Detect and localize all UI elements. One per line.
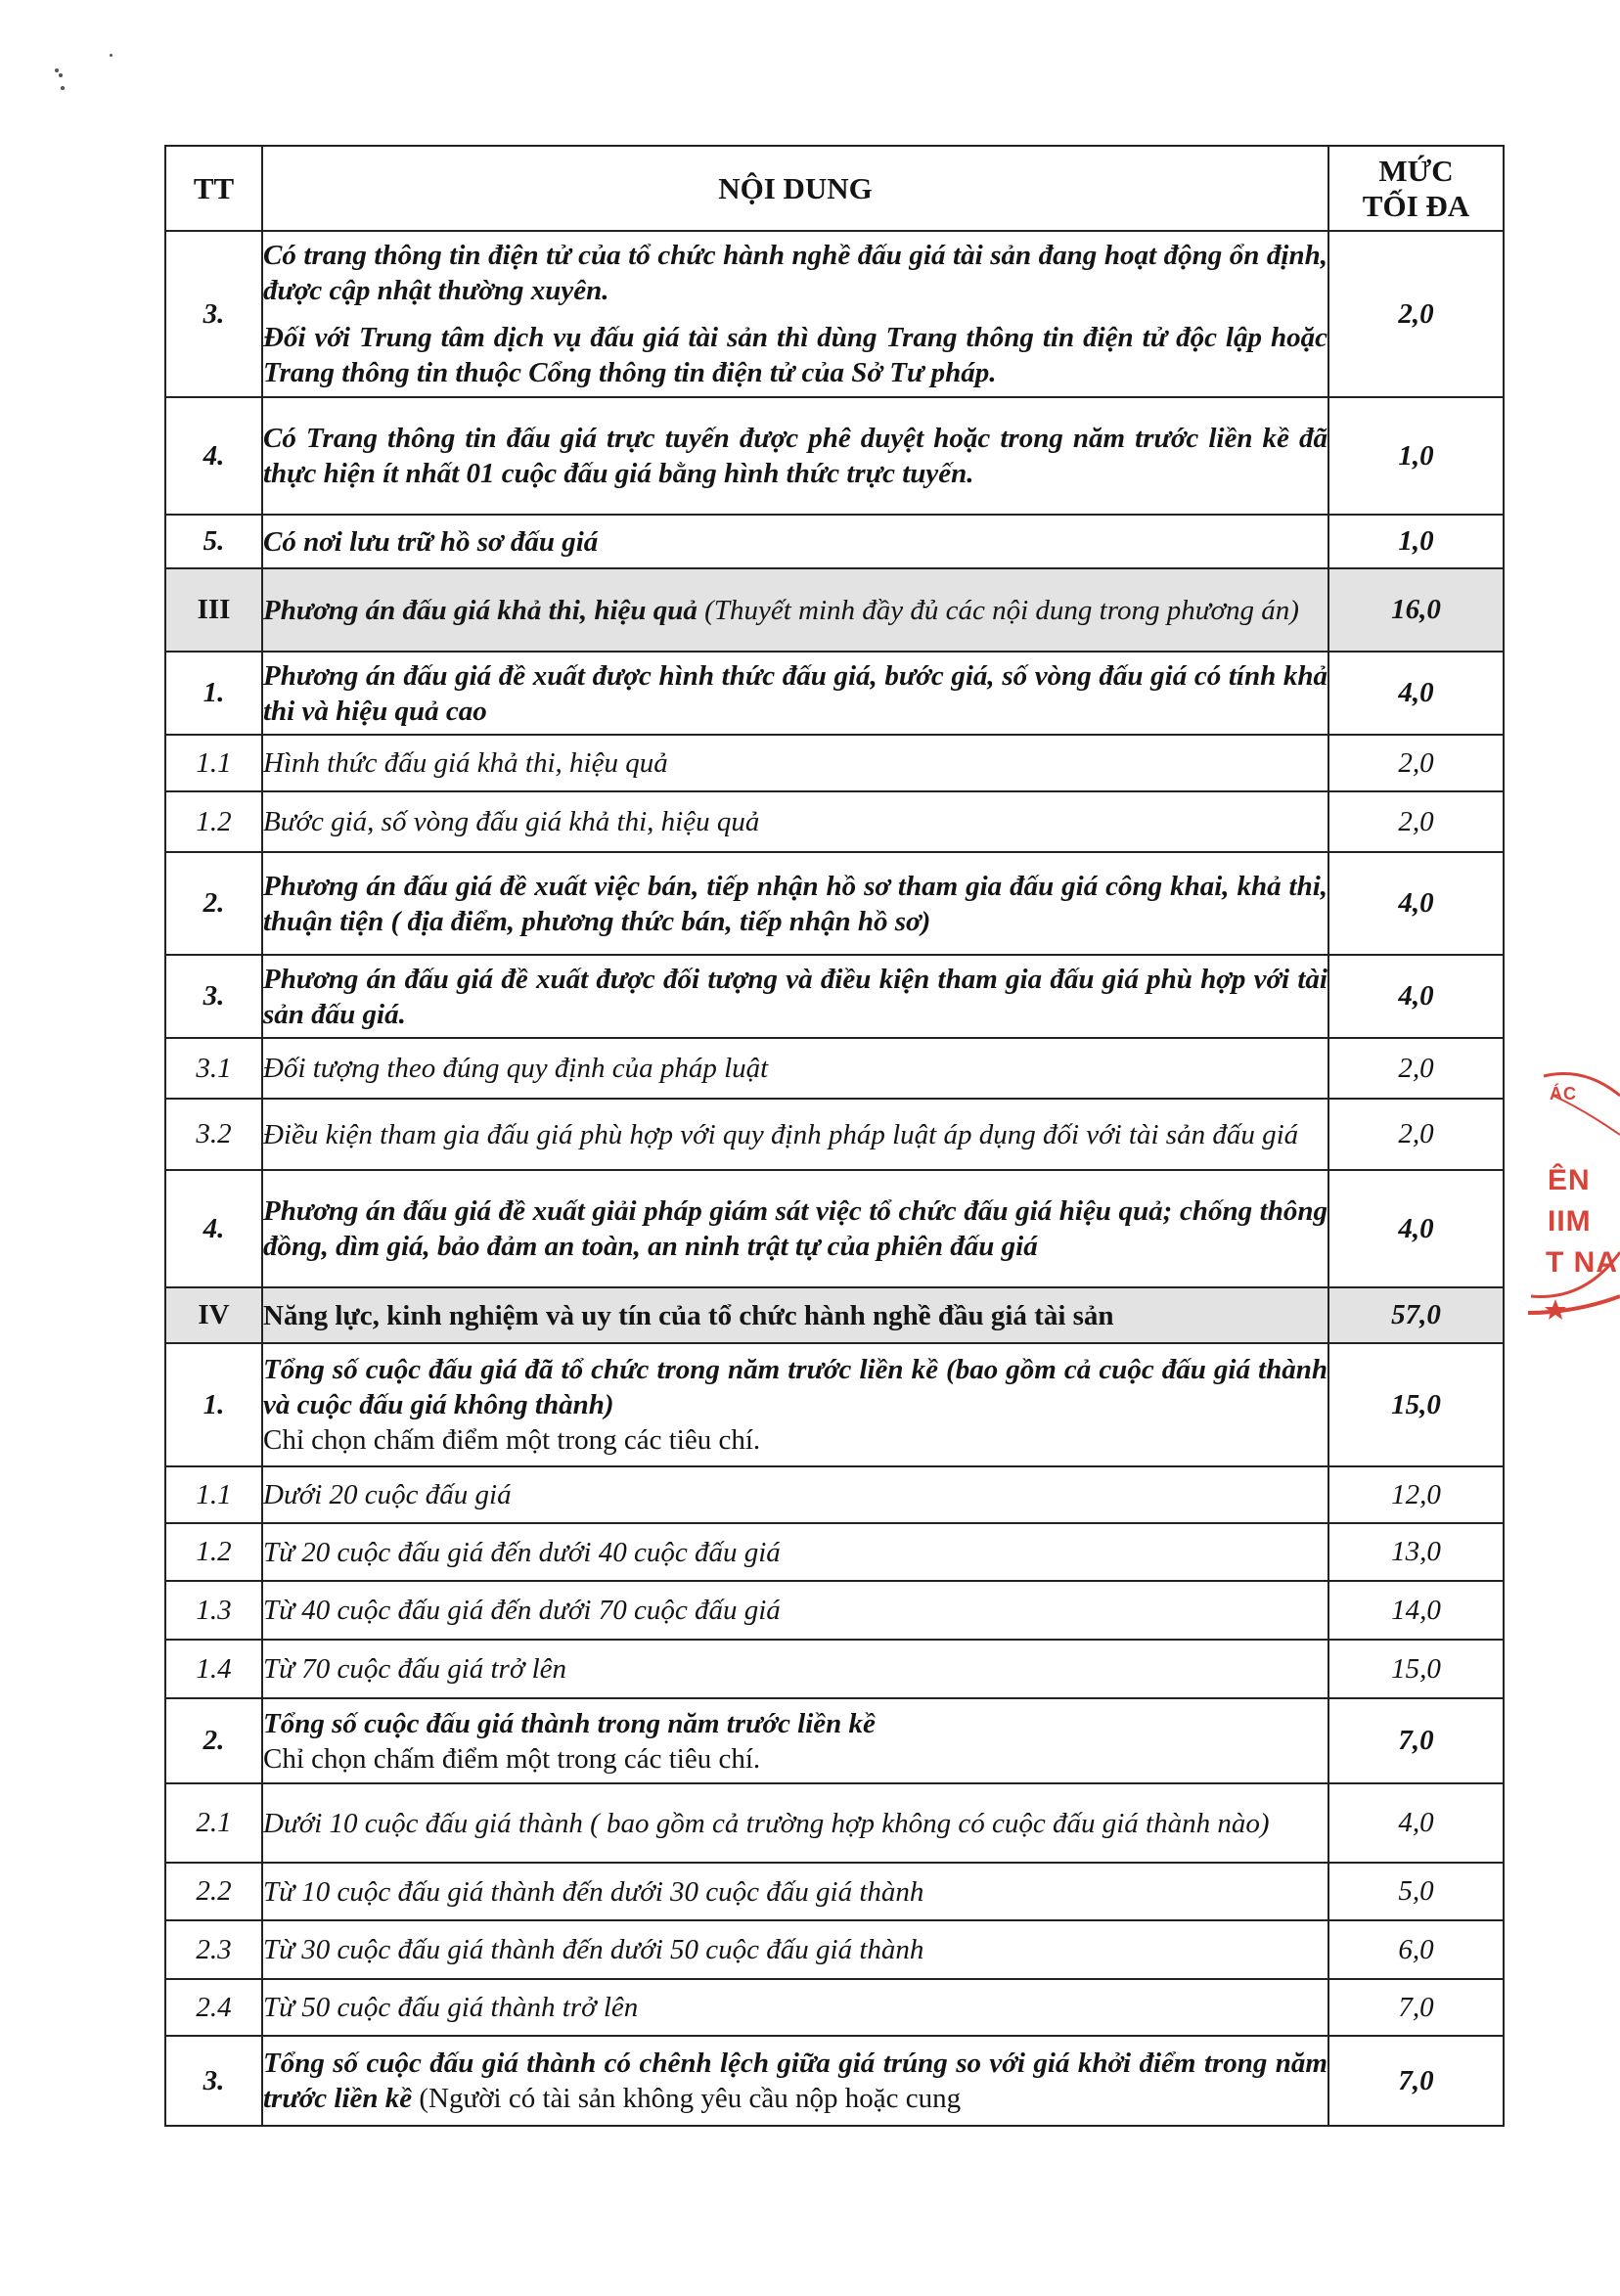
content-text: Từ 20 cuộc đấu giá đến dưới 40 cuộc đấu giá — [263, 1536, 781, 1568]
row-content — [262, 735, 1328, 791]
row-number: 4. — [165, 397, 262, 515]
table-row — [165, 515, 1504, 568]
row-content — [262, 1920, 1328, 1979]
seal-text-3: IIM — [1548, 1205, 1592, 1238]
section-title: Phương án đấu giá khả thi, hiệu quả — [263, 594, 698, 626]
content-text: Có nơi lưu trữ hồ sơ đấu giá — [263, 525, 599, 558]
content-text: Bước giá, số vòng đấu giá khả thi, hiệu quả — [263, 806, 760, 837]
max-score: 4,0 — [1328, 1170, 1504, 1287]
row-content — [262, 1979, 1328, 2036]
table-row — [165, 955, 1504, 1038]
max-score: 1,0 — [1328, 515, 1504, 568]
table-row — [165, 1979, 1504, 2036]
content-text: Phương án đấu giá đề xuất việc bán, tiếp nhận hồ sơ tham gia đấu giá công khai, khả thi, thuận tiện ( địa điểm, phương thức bán, tiếp nhận hồ sơ) — [263, 870, 1328, 937]
max-score: 14,0 — [1328, 1581, 1504, 1640]
header-content: NỘI DUNG — [262, 146, 1328, 231]
header-max-line2: TỐI ĐA — [1362, 188, 1470, 223]
row-number: 1. — [165, 1343, 262, 1466]
row-content — [262, 791, 1328, 852]
table-row — [165, 231, 1504, 397]
content-text: Từ 40 cuộc đấu giá đến dưới 70 cuộc đấu giá — [263, 1595, 781, 1626]
table-row — [165, 1099, 1504, 1170]
row-content — [262, 1863, 1328, 1920]
max-score: 57,0 — [1328, 1287, 1504, 1343]
row-number: III — [165, 568, 262, 652]
table-row — [165, 1170, 1504, 1287]
seal-text-1: ÁC — [1550, 1084, 1577, 1103]
max-score: 4,0 — [1328, 1783, 1504, 1863]
table-row — [165, 1343, 1504, 1466]
row-number: 5. — [165, 515, 262, 568]
row-number: 1.4 — [165, 1640, 262, 1698]
row-number: 3.2 — [165, 1099, 262, 1170]
max-score: 5,0 — [1328, 1863, 1504, 1920]
row-content — [262, 1783, 1328, 1863]
row-content — [262, 1099, 1328, 1170]
row-content — [262, 852, 1328, 955]
table-row — [165, 1920, 1504, 1979]
content-text: Từ 30 cuộc đấu giá thành đến dưới 50 cuộc đấu giá thành — [263, 1934, 924, 1965]
seal-text-4: T NA — [1546, 1246, 1618, 1279]
table-row — [165, 652, 1504, 735]
row-number: 3. — [165, 955, 262, 1038]
row-content — [262, 568, 1328, 652]
selection-note: Chỉ chọn chấm điểm một trong các tiêu chí. — [263, 1424, 761, 1456]
table-row — [165, 1038, 1504, 1099]
section-note: (Thuyết minh đầy đủ các nội dung trong phương án) — [697, 594, 1299, 626]
max-score: 7,0 — [1328, 2036, 1504, 2126]
content-text: Phương án đấu giá đề xuất được đối tượng và điều kiện tham gia đấu giá phù hợp với tài sản đấu giá. — [263, 963, 1328, 1030]
max-score: 15,0 — [1328, 1343, 1504, 1466]
content-tail: (Người có tài sản không yêu cầu nộp hoặc cung — [412, 2083, 962, 2114]
row-content — [262, 2036, 1328, 2126]
content-text: Tổng số cuộc đấu giá thành trong năm trước liền kề — [263, 1707, 876, 1739]
table-body — [165, 231, 1504, 2126]
row-number: 1.1 — [165, 1466, 262, 1523]
row-content — [262, 1466, 1328, 1523]
row-content — [262, 1343, 1328, 1466]
row-number: 3. — [165, 231, 262, 397]
table-header-row — [165, 146, 1504, 231]
seal-text-2: ÊN — [1548, 1164, 1591, 1196]
max-score: 13,0 — [1328, 1523, 1504, 1581]
table-row — [165, 397, 1504, 515]
content-text: Có Trang thông tin đấu giá trực tuyến được phê duyệt hoặc trong năm trước liền kề đã thực hiện ít nhất 01 cuộc đấu giá bằng hình thức trực tuyến. — [263, 423, 1328, 489]
header-tt: TT — [165, 146, 262, 231]
row-number: 2. — [165, 852, 262, 955]
table-row — [165, 1783, 1504, 1863]
row-number: 2.1 — [165, 1783, 262, 1863]
table-row — [165, 1698, 1504, 1783]
row-number: 1.2 — [165, 791, 262, 852]
content-text: Hình thức đấu giá khả thi, hiệu quả — [263, 747, 668, 779]
row-content — [262, 652, 1328, 735]
max-score: 4,0 — [1328, 852, 1504, 955]
content-text: Dưới 10 cuộc đấu giá thành ( bao gồm cả trường hợp không có cuộc đấu giá thành nào) — [263, 1807, 1270, 1839]
table-row — [165, 852, 1504, 955]
content-text: Từ 10 cuộc đấu giá thành đến dưới 30 cuộc đấu giá thành — [263, 1875, 924, 1908]
max-score: 1,0 — [1328, 397, 1504, 515]
max-score: 2,0 — [1328, 735, 1504, 791]
header-max-score — [1328, 146, 1504, 231]
max-score: 4,0 — [1328, 955, 1504, 1038]
table-row — [165, 791, 1504, 852]
table-row — [165, 2036, 1504, 2126]
row-content — [262, 1581, 1328, 1640]
table-row — [165, 1523, 1504, 1581]
red-seal-stamp — [1526, 1057, 1620, 1330]
row-content — [262, 1287, 1328, 1343]
row-number: 1.1 — [165, 735, 262, 791]
row-content — [262, 397, 1328, 515]
row-number: 2.2 — [165, 1863, 262, 1920]
table-row — [165, 1640, 1504, 1698]
header-max-line1: MỨC — [1378, 153, 1454, 188]
max-score: 7,0 — [1328, 1698, 1504, 1783]
max-score: 2,0 — [1328, 791, 1504, 852]
max-score: 12,0 — [1328, 1466, 1504, 1523]
content-text: Từ 70 cuộc đấu giá trở lên — [263, 1653, 566, 1685]
table-row — [165, 1581, 1504, 1640]
content-text: Phương án đấu giá đề xuất được hình thức đấu giá, bước giá, số vòng đấu giá có tính khả thi và hiệu quả cao — [263, 659, 1328, 727]
max-score: 6,0 — [1328, 1920, 1504, 1979]
content-text: Phương án đấu giá đề xuất giải pháp giám sát việc tổ chức đấu giá hiệu quả; chống thông đồng, dìm giá, bảo đảm an toàn, an ninh trật tự của phiên đấu giá — [263, 1195, 1328, 1262]
section-title: Năng lực, kinh nghiệm và uy tín của tổ chức hành nghề đầu giá tài sản — [263, 1299, 1114, 1331]
content-text: Điều kiện tham gia đấu giá phù hợp với quy định pháp luật áp dụng đối với tài sản đấu giá — [263, 1118, 1299, 1150]
row-number: 1.2 — [165, 1523, 262, 1581]
row-content — [262, 955, 1328, 1038]
section-row — [165, 1287, 1504, 1343]
row-number: 1.3 — [165, 1581, 262, 1640]
row-number: IV — [165, 1287, 262, 1343]
max-score: 2,0 — [1328, 231, 1504, 397]
content-text: Đối tượng theo đúng quy định của pháp luật — [263, 1053, 769, 1084]
content-text: Từ 50 cuộc đấu giá thành trở lên — [263, 1992, 639, 2023]
row-content — [262, 1523, 1328, 1581]
content-text: Tổng số cuộc đấu giá thành có chênh lệch giữa giá trúng so với giá khởi điểm trong năm trước liền kề — [263, 2048, 1328, 2114]
row-number: 4. — [165, 1170, 262, 1287]
content-text: Tổng số cuộc đấu giá đã tổ chức trong năm trước liền kề (bao gồm cả cuộc đấu giá thành và cuộc đấu giá không thành) — [263, 1354, 1328, 1420]
row-content — [262, 1640, 1328, 1698]
row-content — [262, 515, 1328, 568]
content-paragraph: Đối với Trung tâm dịch vụ đấu giá tài sản thì dùng Trang thông tin điện tử độc lập hoặc Trang thông tin thuộc Cổng thông tin điện tử của Sở Tư pháp. — [263, 322, 1328, 388]
content-paragraph: Có trang thông tin điện tử của tổ chức hành nghề đấu giá tài sản đang hoạt động ổn định, được cập nhật thường xuyên. — [263, 240, 1328, 306]
row-content — [262, 1170, 1328, 1287]
scoring-table — [164, 145, 1505, 2127]
max-score: 15,0 — [1328, 1640, 1504, 1698]
scan-noise — [49, 39, 127, 117]
table-row — [165, 1466, 1504, 1523]
row-number: 2.4 — [165, 1979, 262, 2036]
row-number: 3. — [165, 2036, 262, 2126]
row-number: 3.1 — [165, 1038, 262, 1099]
max-score: 7,0 — [1328, 1979, 1504, 2036]
row-number: 1. — [165, 652, 262, 735]
row-content — [262, 1038, 1328, 1099]
row-content — [262, 231, 1328, 397]
content-text: Dưới 20 cuộc đấu giá — [263, 1479, 512, 1510]
section-row — [165, 568, 1504, 652]
max-score: 2,0 — [1328, 1099, 1504, 1170]
max-score: 16,0 — [1328, 568, 1504, 652]
selection-note: Chỉ chọn chấm điểm một trong các tiêu chí. — [263, 1742, 761, 1775]
max-score: 4,0 — [1328, 652, 1504, 735]
table-row — [165, 735, 1504, 791]
row-number: 2.3 — [165, 1920, 262, 1979]
max-score: 2,0 — [1328, 1038, 1504, 1099]
table-row — [165, 1863, 1504, 1920]
row-number: 2. — [165, 1698, 262, 1783]
row-content — [262, 1698, 1328, 1783]
